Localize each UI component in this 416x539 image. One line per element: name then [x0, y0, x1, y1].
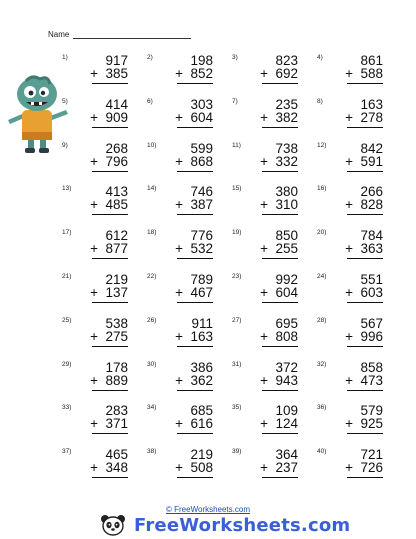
problem-number: 1): [62, 54, 68, 61]
problem-item: [317, 52, 399, 88]
problem-item: [147, 271, 229, 307]
problem-number: 2): [147, 54, 153, 61]
addend-top: 685: [190, 403, 213, 419]
problem-item: [62, 183, 144, 219]
problem-item: [232, 446, 314, 482]
addend-top: 372: [275, 359, 298, 375]
answer-line: [347, 83, 383, 84]
answer-line: [262, 127, 298, 128]
answer-line: [177, 127, 213, 128]
addend-bottom: + 852: [175, 66, 213, 81]
problem-number: 22): [147, 273, 157, 280]
addend-bottom: + 604: [260, 285, 298, 300]
problem-item: [62, 446, 144, 482]
answer-line: [177, 346, 213, 347]
answer-line: [177, 171, 213, 172]
addend-bottom: + 808: [260, 328, 298, 344]
addend-bottom: + 532: [175, 241, 213, 257]
addend-bottom: + 485: [90, 197, 128, 213]
addend-bottom: + 692: [260, 66, 298, 81]
answer-line: [347, 346, 383, 347]
addend-bottom: + 137: [90, 285, 128, 300]
addend-bottom: + 237: [260, 460, 298, 476]
problem-item: [147, 402, 229, 438]
addend-top: 612: [105, 228, 128, 244]
problem-item: [232, 140, 314, 176]
answer-line: [92, 258, 128, 259]
answer-line: [92, 390, 128, 391]
addend-top: 268: [105, 140, 128, 156]
addend-top: 163: [360, 96, 383, 112]
problem-number: 20): [317, 229, 327, 237]
problem-item: [232, 271, 314, 307]
footer-copyright-link[interactable]: © FreeWorksheets.com: [166, 505, 250, 514]
addend-bottom: + 124: [260, 416, 298, 432]
problem-item: [147, 446, 229, 482]
addend-top: 721: [360, 447, 383, 463]
problem-item: [62, 140, 144, 176]
answer-line: [92, 346, 128, 347]
problem-item: [317, 227, 399, 263]
addend-top: 992: [275, 272, 298, 287]
addend-bottom: + 278: [345, 109, 383, 125]
addend-top: 738: [275, 140, 298, 156]
answer-line: [177, 302, 213, 303]
addend-bottom: + 796: [90, 153, 128, 169]
answer-line: [262, 390, 298, 391]
problem-number: 8): [317, 97, 323, 105]
addend-top: 567: [360, 315, 383, 331]
addend-top: 219: [190, 447, 213, 463]
problem-item: [232, 52, 314, 88]
problem-item: [62, 402, 144, 438]
addend-top: 380: [275, 184, 298, 200]
answer-line: [177, 477, 213, 478]
problem-item: [62, 315, 144, 351]
problem-number: 34): [147, 404, 157, 412]
problem-item: [62, 271, 144, 307]
addend-bottom: + 385: [90, 66, 128, 81]
problem-item: [317, 359, 399, 395]
addend-bottom: + 508: [175, 460, 213, 476]
panda-icon: [100, 514, 126, 536]
problem-number: 35): [232, 404, 242, 412]
problem-item: [62, 96, 144, 132]
addend-top: 538: [105, 315, 128, 331]
addend-bottom: + 925: [345, 416, 383, 432]
answer-line: [92, 302, 128, 303]
problem-number: 38): [147, 448, 157, 456]
problem-number: 31): [232, 360, 242, 368]
addend-bottom: + 868: [175, 153, 213, 169]
answer-line: [347, 258, 383, 259]
answer-line: [92, 433, 128, 434]
addend-top: 823: [275, 53, 298, 68]
addend-top: 784: [360, 228, 383, 244]
answer-line: [92, 127, 128, 128]
addend-top: 842: [360, 140, 383, 156]
addend-top: 235: [275, 96, 298, 112]
problem-item: [232, 359, 314, 395]
problem-number: 12): [317, 141, 327, 149]
addend-bottom: + 348: [90, 460, 128, 476]
name-label: Name: [48, 30, 70, 39]
answer-line: [262, 477, 298, 478]
addend-bottom: + 362: [175, 372, 213, 388]
problem-item: [232, 183, 314, 219]
problem-item: [147, 183, 229, 219]
answer-line: [92, 171, 128, 172]
addend-bottom: + 996: [345, 328, 383, 344]
problem-number: 33): [62, 404, 72, 412]
problem-number: 13): [62, 185, 72, 193]
addend-bottom: + 310: [260, 197, 298, 213]
problem-number: 15): [232, 185, 242, 193]
answer-line: [177, 433, 213, 434]
addend-top: 911: [191, 315, 213, 331]
problem-item: [232, 315, 314, 351]
problem-item: [147, 359, 229, 395]
problem-number: 32): [317, 360, 327, 368]
problem-number: 9): [62, 141, 68, 149]
problem-number: 21): [62, 273, 72, 280]
addend-top: 858: [360, 359, 383, 375]
problem-number: 16): [317, 185, 327, 193]
answer-line: [92, 83, 128, 84]
name-row: [48, 25, 191, 39]
problem-number: 14): [147, 185, 157, 193]
addend-bottom: + 909: [90, 109, 128, 125]
addend-top: 776: [190, 228, 213, 244]
addend-bottom: + 588: [345, 66, 383, 81]
answer-line: [177, 214, 213, 215]
problem-item: [62, 359, 144, 395]
answer-line: [262, 433, 298, 434]
addend-top: 364: [275, 447, 298, 463]
answer-line: [347, 127, 383, 128]
problem-number: 5): [62, 97, 68, 105]
addend-bottom: + 387: [175, 197, 213, 213]
answer-line: [347, 433, 383, 434]
addend-top: 178: [105, 359, 128, 375]
addend-top: 579: [360, 403, 383, 419]
addend-top: 695: [275, 315, 298, 331]
addend-top: 414: [105, 96, 128, 112]
problem-item: [232, 402, 314, 438]
addend-top: 386: [190, 359, 213, 375]
problem-number: 7): [232, 97, 238, 105]
problem-item: [317, 446, 399, 482]
addend-bottom: + 603: [345, 285, 383, 300]
problem-item: [62, 227, 144, 263]
problem-item: [62, 52, 144, 88]
addend-bottom: + 382: [260, 109, 298, 125]
problem-number: 36): [317, 404, 327, 412]
problem-number: 30): [147, 360, 157, 368]
problem-grid: [62, 52, 402, 492]
problem-number: 18): [147, 229, 157, 237]
problem-item: [317, 402, 399, 438]
addend-bottom: + 255: [260, 241, 298, 257]
answer-line: [262, 214, 298, 215]
addend-top: 198: [190, 53, 213, 68]
answer-line: [262, 83, 298, 84]
addend-top: 850: [275, 228, 298, 244]
problem-number: 39): [232, 448, 242, 456]
answer-line: [92, 214, 128, 215]
problem-item: [147, 52, 229, 88]
answer-line: [262, 171, 298, 172]
addend-top: 917: [105, 53, 128, 68]
problem-number: 27): [232, 316, 242, 324]
answer-line: [347, 171, 383, 172]
answer-line: [92, 477, 128, 478]
addend-bottom: + 275: [90, 328, 128, 344]
addend-top: 465: [105, 447, 128, 463]
answer-line: [177, 258, 213, 259]
problem-number: 4): [317, 54, 323, 61]
problem-item: [317, 96, 399, 132]
footer-brand[interactable]: [100, 514, 350, 536]
problem-number: 19): [232, 229, 242, 237]
problem-item: [147, 140, 229, 176]
brand-name: FreeWorksheets.com: [134, 514, 351, 536]
addend-top: 109: [275, 403, 298, 419]
answer-line: [347, 390, 383, 391]
problem-number: 3): [232, 54, 238, 61]
problem-number: 25): [62, 316, 72, 324]
problem-item: [317, 271, 399, 307]
addend-bottom: + 726: [345, 460, 383, 476]
addend-bottom: + 363: [345, 241, 383, 257]
problem-number: 24): [317, 273, 327, 280]
addend-bottom: + 828: [345, 197, 383, 213]
problem-number: 40): [317, 448, 327, 456]
name-line: [73, 29, 191, 39]
addend-bottom: + 943: [260, 372, 298, 388]
problem-item: [147, 96, 229, 132]
problem-number: 10): [147, 141, 157, 149]
addend-bottom: + 371: [90, 416, 128, 432]
addend-top: 551: [360, 272, 383, 287]
problem-number: 23): [232, 273, 242, 280]
answer-line: [347, 214, 383, 215]
problem-number: 11): [232, 141, 241, 149]
addend-bottom: + 604: [175, 109, 213, 125]
addend-bottom: + 889: [90, 372, 128, 388]
problem-number: 26): [147, 316, 157, 324]
addend-top: 219: [105, 272, 128, 287]
addend-top: 266: [360, 184, 383, 200]
problem-number: 28): [317, 316, 327, 324]
problem-item: [232, 227, 314, 263]
answer-line: [262, 346, 298, 347]
addend-top: 413: [105, 184, 128, 200]
problem-number: 37): [62, 448, 72, 456]
addend-top: 303: [190, 96, 213, 112]
problem-item: [147, 227, 229, 263]
addend-bottom: + 473: [345, 372, 383, 388]
addend-top: 861: [360, 53, 383, 68]
addend-bottom: + 591: [345, 153, 383, 169]
answer-line: [262, 258, 298, 259]
problem-number: 17): [62, 229, 72, 237]
addend-top: 789: [190, 272, 213, 287]
problem-item: [317, 183, 399, 219]
answer-line: [177, 390, 213, 391]
answer-line: [177, 83, 213, 84]
addend-bottom: + 616: [175, 416, 213, 432]
addend-bottom: + 467: [175, 285, 213, 300]
addend-bottom: + 332: [260, 153, 298, 169]
problem-number: 6): [147, 97, 153, 105]
problem-item: [147, 315, 229, 351]
addend-top: 283: [105, 403, 128, 419]
problem-number: 29): [62, 360, 72, 368]
addend-bottom: + 163: [175, 328, 213, 344]
addend-top: 746: [190, 184, 213, 200]
problem-item: [232, 96, 314, 132]
problem-item: [317, 315, 399, 351]
answer-line: [347, 477, 383, 478]
addend-top: 599: [190, 140, 213, 156]
addend-bottom: + 877: [90, 241, 128, 257]
answer-line: [262, 302, 298, 303]
answer-line: [347, 302, 383, 303]
problem-item: [317, 140, 399, 176]
